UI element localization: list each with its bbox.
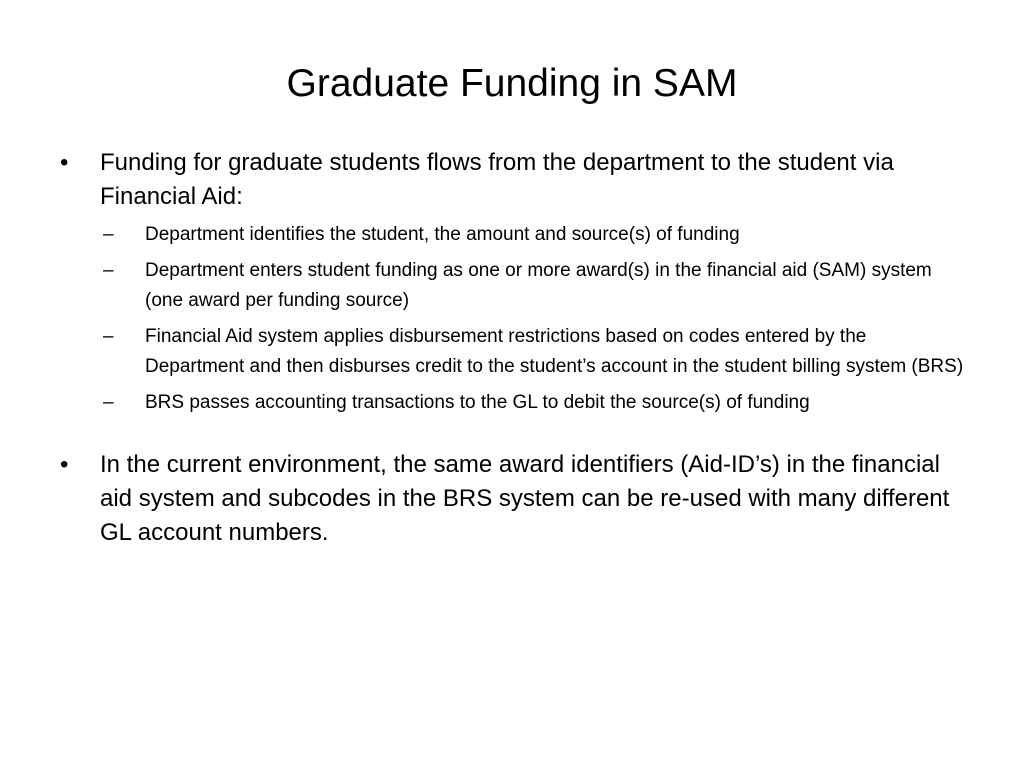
bullet-text: Funding for graduate students flows from the department to the student via Financial Aid: xyxy=(100,149,894,210)
bullet-item xyxy=(60,448,970,550)
dash-marker: – xyxy=(103,224,114,245)
sub-bullet-text: Department identifies the student, the amount and source(s) of funding xyxy=(145,224,740,245)
sub-bullet-item xyxy=(60,220,970,250)
slide-title: Graduate Funding in SAM xyxy=(286,62,738,105)
dash-marker: – xyxy=(103,260,114,281)
bullet-text: In the current environment, the same award identifiers (Aid-ID’s) in the financial aid system and subcodes in the BRS system can be re-used with many different GL account numbers. xyxy=(100,451,950,546)
sub-bullet-text: BRS passes accounting transactions to the GL to debit the source(s) of funding xyxy=(145,392,810,413)
sub-bullet-item xyxy=(60,256,970,316)
sub-bullet-item xyxy=(60,322,970,382)
dash-marker: – xyxy=(103,326,114,347)
sub-bullet-item xyxy=(60,388,970,418)
sub-bullet-text: Financial Aid system applies disbursement restrictions based on codes entered by the Department and then disburses credit to the student’s account in the student billing system (BRS) xyxy=(145,326,964,377)
slide-body xyxy=(60,146,970,550)
dash-marker: – xyxy=(103,392,114,413)
sub-bullet-text: Department enters student funding as one or more award(s) in the financial aid (SAM) system (one award per funding source) xyxy=(145,260,932,311)
bullet-marker: • xyxy=(60,451,69,478)
bullet-item xyxy=(60,146,970,214)
bullet-marker: • xyxy=(60,149,69,176)
sub-bullet-list xyxy=(60,220,970,418)
